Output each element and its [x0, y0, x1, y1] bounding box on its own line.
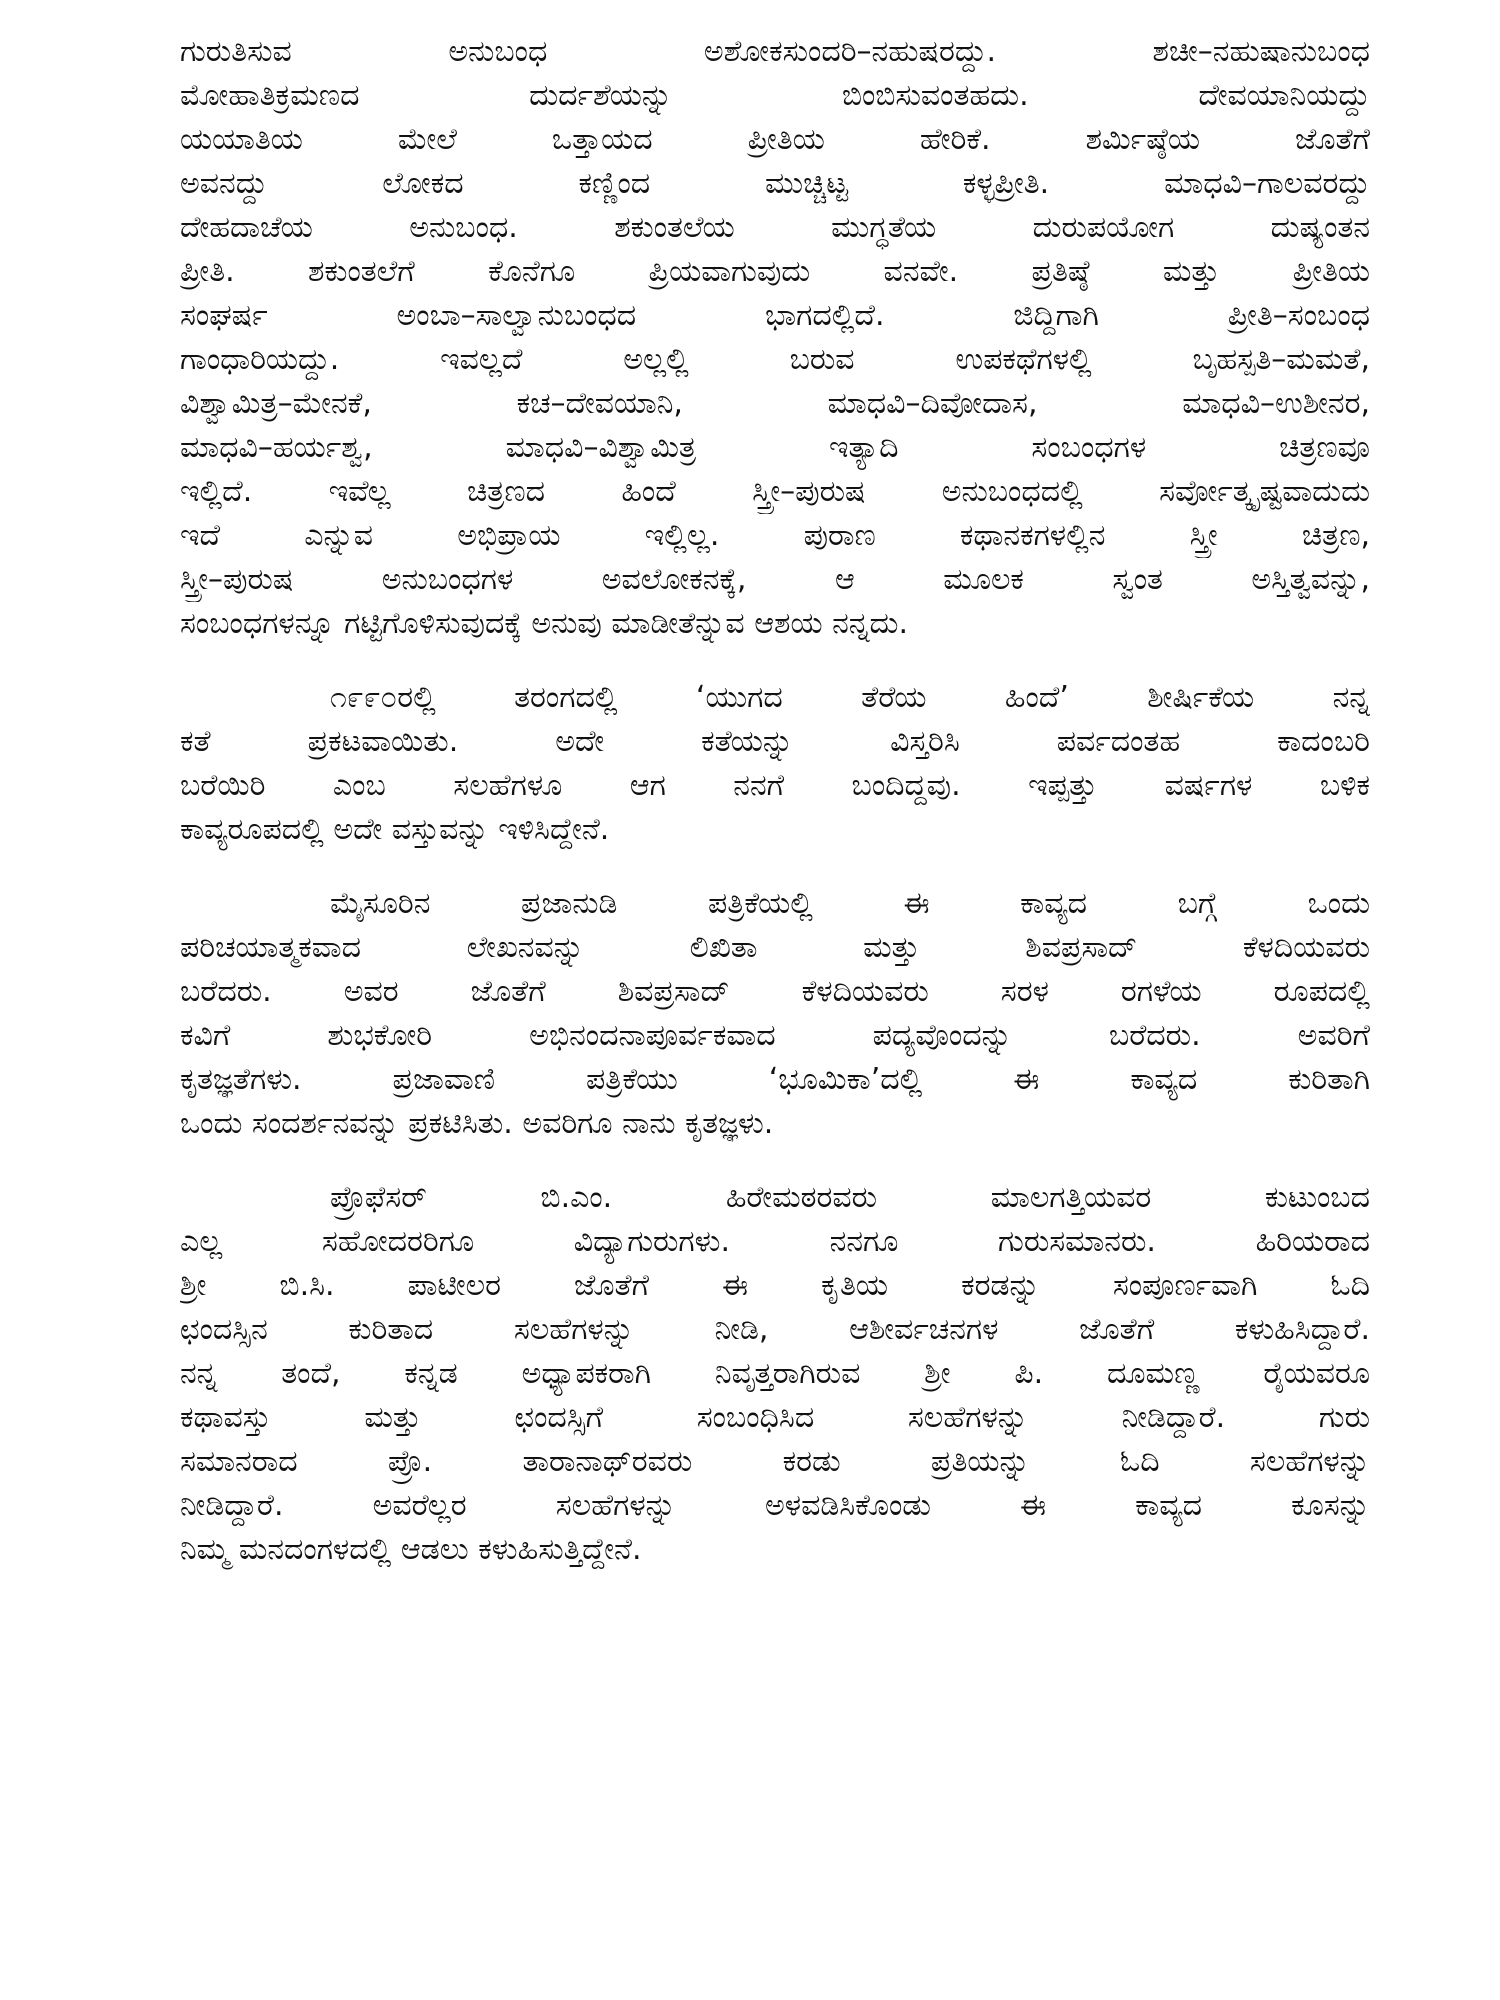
paragraph-2: [180, 676, 1370, 852]
text-line: ಬರೆಯಿರಿ ಎಂಬ ಸಲಹೆಗಳೂ ಆಗ ನನಗೆ ಬಂದಿದ್ದವು. ಇಪ್ಪತ್ತು ವರ್ಷಗಳ ಬಳಿಕ: [180, 768, 1370, 803]
text-line: ವಿಶ್ವಾಮಿತ್ರ–ಮೇನಕೆ, ಕಚ–ದೇವಯಾನಿ, ಮಾಧವಿ–ದಿವೋದಾಸ, ಮಾಧವಿ–ಉಶೀನರ,: [180, 386, 1370, 421]
document-page: [180, 30, 1370, 1970]
text-line: ಮೋಹಾತಿಕ್ರಮಣದ ದುರ್ದಶೆಯನ್ನು ಬಿಂಬಿಸುವಂತಹದು. ದೇವಯಾನಿಯದ್ದು: [180, 78, 1370, 113]
text-line: ಶ್ರೀ ಬಿ.ಸಿ. ಪಾಟೀಲರ ಜೊತೆಗೆ ಈ ಕೃತಿಯ ಕರಡನ್ನು ಸಂಪೂರ್ಣವಾಗಿ ಓದಿ: [180, 1268, 1370, 1303]
paragraph-gap: [180, 1146, 1370, 1176]
text-line: ಬರೆದರು. ಅವರ ಜೊತೆಗೆ ಶಿವಪ್ರಸಾದ್ ಕೆಳದಿಯವರು ಸರಳ ರಗಳೆಯ ರೂಪದಲ್ಲಿ: [180, 974, 1370, 1009]
text-line: ಪರಿಚಯಾತ್ಮಕವಾದ ಲೇಖನವನ್ನು ಲಿಖಿತಾ ಮತ್ತು ಶಿವಪ್ರಸಾದ್ ಕೆಳದಿಯವರು: [180, 930, 1370, 965]
text-line: ನನ್ನ ತಂದೆ, ಕನ್ನಡ ಅಧ್ಯಾಪಕರಾಗಿ ನಿವೃತ್ತರಾಗಿರುವ ಶ್ರೀ ಪಿ. ದೂಮಣ್ಣ ರೈಯವರೂ: [180, 1356, 1370, 1391]
text-line: ಛಂದಸ್ಸಿನ ಕುರಿತಾದ ಸಲಹೆಗಳನ್ನು ನೀಡಿ, ಆಶೀರ್ವಚನಗಳ ಜೊತೆಗೆ ಕಳುಹಿಸಿದ್ದಾರೆ.: [180, 1312, 1370, 1347]
text-line: ಸಮಾನರಾದ ಪ್ರೊ. ತಾರಾನಾಥ್‌ರವರು ಕರಡು ಪ್ರತಿಯನ್ನು ಓದಿ ಸಲಹೆಗಳನ್ನು: [180, 1444, 1370, 1479]
text-line: ಕತೆ ಪ್ರಕಟವಾಯಿತು. ಅದೇ ಕತೆಯನ್ನು ವಿಸ್ತರಿಸಿ ಪರ್ವದಂತಹ ಕಾದಂಬರಿ: [180, 724, 1370, 759]
text-line: ಕಾವ್ಯರೂಪದಲ್ಲಿ ಅದೇ ವಸ್ತುವನ್ನು ಇಳಿಸಿದ್ದೇನೆ.: [180, 812, 610, 847]
text-line: ನಿಮ್ಮ ಮನದಂಗಳದಲ್ಲಿ ಆಡಲು ಕಳುಹಿಸುತ್ತಿದ್ದೇನೆ.: [180, 1532, 642, 1567]
text-line: ಪ್ರೀತಿ. ಶಕುಂತಲೆಗೆ ಕೊನೆಗೂ ಪ್ರಿಯವಾಗುವುದು ವನವೇ. ಪ್ರತಿಷ್ಠೆ ಮತ್ತು ಪ್ರೀತಿಯ: [180, 254, 1370, 289]
text-line: ಕೃತಜ್ಞತೆಗಳು. ಪ್ರಜಾವಾಣಿ ಪತ್ರಿಕೆಯು ‘ಭೂಮಿಕಾ’ದಲ್ಲಿ ಈ ಕಾವ್ಯದ ಕುರಿತಾಗಿ: [180, 1062, 1370, 1097]
text-line: ಇಲ್ಲಿದೆ. ಇವೆಲ್ಲ ಚಿತ್ರಣದ ಹಿಂದೆ ಸ್ತ್ರೀ–ಪುರುಷ ಅನುಬಂಧದಲ್ಲಿ ಸರ್ವೋತ್ಕೃಷ್ಟವಾದುದು: [180, 474, 1370, 509]
text-line: ಯಯಾತಿಯ ಮೇಲೆ ಒತ್ತಾಯದ ಪ್ರೀತಿಯ ಹೇರಿಕೆ. ಶರ್ಮಿಷ್ಠೆಯ ಜೊತೆಗೆ: [180, 122, 1370, 157]
text-line: ಮಾಧವಿ–ಹರ್ಯಶ್ವ, ಮಾಧವಿ–ವಿಶ್ವಾಮಿತ್ರ ಇತ್ಯಾದಿ ಸಂಬಂಧಗಳ ಚಿತ್ರಣವೂ: [180, 430, 1370, 465]
text-line: ಗಾಂಧಾರಿಯದ್ದು. ಇವಲ್ಲದೆ ಅಲ್ಲಲ್ಲಿ ಬರುವ ಉಪಕಥೆಗಳಲ್ಲಿ ಬೃಹಸ್ಪತಿ–ಮಮತೆ,: [180, 342, 1370, 377]
text-line: ಒಂದು ಸಂದರ್ಶನವನ್ನು ಪ್ರಕಟಿಸಿತು. ಅವರಿಗೂ ನಾನು ಕೃತಜ್ಞಳು.: [180, 1106, 774, 1141]
text-line: ಎಲ್ಲ ಸಹೋದರರಿಗೂ ವಿದ್ಯಾಗುರುಗಳು. ನನಗೂ ಗುರುಸಮಾನರು. ಹಿರಿಯರಾದ: [180, 1224, 1370, 1259]
paragraph-gap: [180, 852, 1370, 882]
text-line: ಪ್ರೊಫೆಸರ್ ಬಿ.ಎಂ. ಹಿರೇಮಠರವರು ಮಾಲಗತ್ತಿಯವರ ಕುಟುಂಬದ: [330, 1180, 1370, 1215]
paragraph-gap: [180, 646, 1370, 676]
text-line: ಕಥಾವಸ್ತು ಮತ್ತು ಛಂದಸ್ಸಿಗೆ ಸಂಬಂಧಿಸಿದ ಸಲಹೆಗಳನ್ನು ನೀಡಿದ್ದಾರೆ. ಗುರು: [180, 1400, 1370, 1435]
text-line: ದೇಹದಾಚೆಯ ಅನುಬಂಧ. ಶಕುಂತಲೆಯ ಮುಗ್ಧತೆಯ ದುರುಪಯೋಗ ದುಷ್ಯಂತನ: [180, 210, 1370, 245]
text-line: ಗುರುತಿಸುವ ಅನುಬಂಧ ಅಶೋಕಸುಂದರಿ–ನಹುಷರದ್ದು. ಶಚೀ–ನಹುಷಾನುಬಂಧ: [180, 34, 1370, 69]
text-line: ಸಂಘರ್ಷ ಅಂಬಾ–ಸಾಲ್ವಾನುಬಂಧದ ಭಾಗದಲ್ಲಿದೆ. ಜಿದ್ದಿಗಾಗಿ ಪ್ರೀತಿ–ಸಂಬಂಧ: [180, 298, 1370, 333]
text-line: ೧೯೯೦ರಲ್ಲಿ ತರಂಗದಲ್ಲಿ ‘ಯುಗದ ತೆರೆಯ ಹಿಂದೆ’ ಶೀರ್ಷಿಕೆಯ ನನ್ನ: [330, 680, 1370, 715]
text-line: ನೀಡಿದ್ದಾರೆ. ಅವರೆಲ್ಲರ ಸಲಹೆಗಳನ್ನು ಅಳವಡಿಸಿಕೊಂಡು ಈ ಕಾವ್ಯದ ಕೂಸನ್ನು: [180, 1488, 1370, 1523]
text-line: ಸಂಬಂಧಗಳನ್ನೂ ಗಟ್ಟಿಗೊಳಿಸುವುದಕ್ಕೆ ಅನುವು ಮಾಡೀತೆನ್ನುವ ಆಶಯ ನನ್ನದು.: [180, 606, 908, 641]
text-line: ಸ್ತ್ರೀ–ಪುರುಷ ಅನುಬಂಧಗಳ ಅವಲೋಕನಕ್ಕೆ, ಆ ಮೂಲಕ ಸ್ವಂತ ಅಸ್ತಿತ್ವವನ್ನು,: [180, 562, 1370, 597]
text-line: ಮೈಸೂರಿನ ಪ್ರಜಾನುಡಿ ಪತ್ರಿಕೆಯಲ್ಲಿ ಈ ಕಾವ್ಯದ ಬಗ್ಗೆ ಒಂದು: [330, 886, 1370, 921]
paragraph-3: [180, 882, 1370, 1146]
paragraph-1: [180, 30, 1370, 646]
paragraph-4: [180, 1176, 1370, 1572]
text-line: ಇದೆ ಎನ್ನುವ ಅಭಿಪ್ರಾಯ ಇಲ್ಲಿಲ್ಲ. ಪುರಾಣ ಕಥಾನಕಗಳಲ್ಲಿನ ಸ್ತ್ರೀ ಚಿತ್ರಣ,: [180, 518, 1370, 553]
text-line: ಕವಿಗೆ ಶುಭಕೋರಿ ಅಭಿನಂದನಾಪೂರ್ವಕವಾದ ಪದ್ಯವೊಂದನ್ನು ಬರೆದರು. ಅವರಿಗೆ: [180, 1018, 1370, 1053]
text-line: ಅವನದ್ದು ಲೋಕದ ಕಣ್ಣಿಂದ ಮುಚ್ಚಿಟ್ಟ ಕಳ್ಳಪ್ರೀತಿ. ಮಾಧವಿ–ಗಾಲವರದ್ದು: [180, 166, 1370, 201]
